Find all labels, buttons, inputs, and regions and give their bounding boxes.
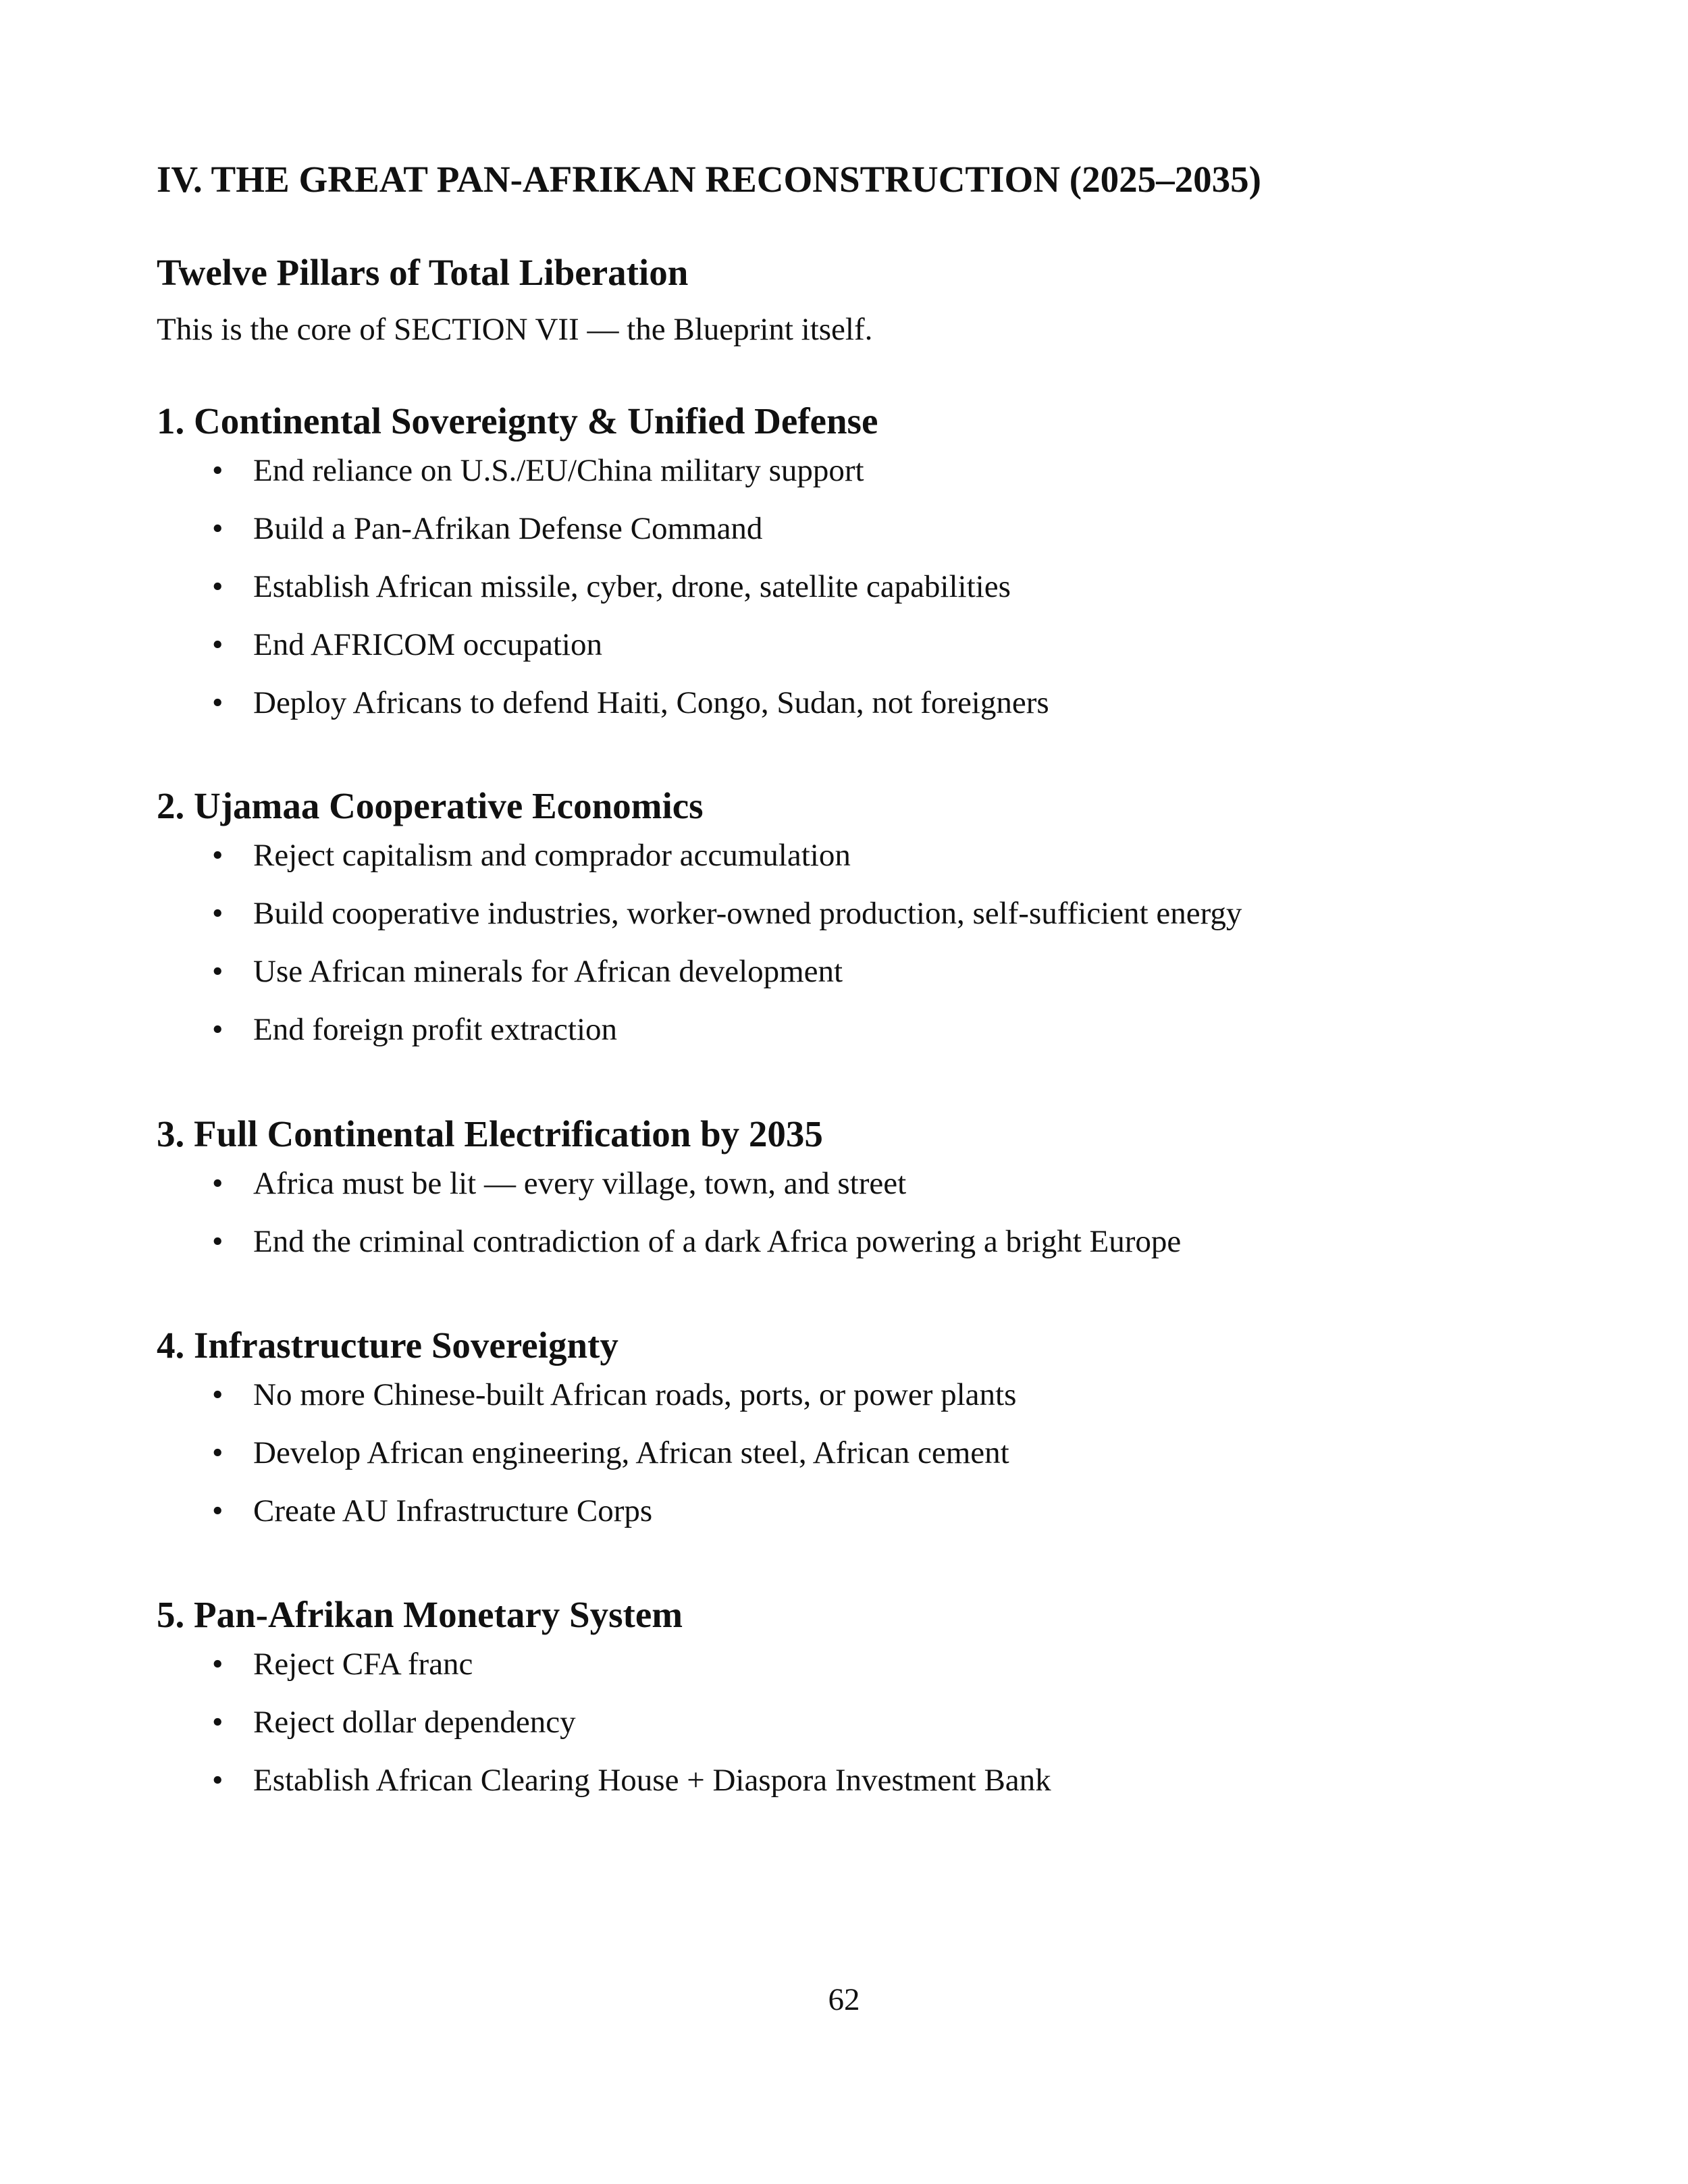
list-item: [157, 1699, 1575, 1757]
list-item-text: End reliance on U.S./EU/China military support: [253, 453, 864, 488]
bullet-icon: •: [212, 1705, 223, 1740]
list-item-text: Reject dollar dependency: [253, 1705, 576, 1740]
list-item-text: End the criminal contradiction of a dark Africa powering a bright Europe: [253, 1224, 1182, 1259]
list-item-text: Establish African Clearing House + Diaspora Investment Bank: [253, 1763, 1051, 1798]
bullet-icon: •: [212, 896, 223, 931]
subheading: Twelve Pillars of Total Liberation: [157, 252, 689, 293]
list-item: [157, 1371, 1575, 1429]
list-item: [157, 563, 1575, 621]
bullet-icon: •: [212, 1493, 223, 1528]
list-item-text: No more Chinese-built African roads, ports, or power plants: [253, 1377, 1017, 1412]
list-item-text: Use African minerals for African development: [253, 954, 843, 989]
bullet-icon: •: [212, 1647, 223, 1682]
list-item-text: Build cooperative industries, worker-owned production, self-sufficient energy: [253, 896, 1242, 931]
pillar-section-5: [157, 1589, 1575, 1815]
list-item-text: Reject CFA franc: [253, 1647, 473, 1682]
list-item-text: Deploy Africans to defend Haiti, Congo, Sudan, not foreigners: [253, 685, 1049, 720]
bullet-icon: •: [212, 1435, 223, 1470]
chapter-heading: IV. THE GREAT PAN-AFRIKAN RECONSTRUCTION (2025–2035): [157, 159, 1261, 200]
list-item: [157, 832, 1575, 890]
bullet-icon: •: [212, 685, 223, 720]
list-item: [157, 679, 1575, 737]
list-item: [157, 505, 1575, 563]
pillar-title: 5. Pan-Afrikan Monetary System: [157, 1594, 683, 1635]
bullet-icon: •: [212, 1377, 223, 1412]
pillar-list: [157, 1371, 1575, 1545]
list-item: [157, 1757, 1575, 1815]
list-item: [157, 447, 1575, 505]
pillar-section-3: [157, 1109, 1575, 1276]
pillar-section-1: [157, 396, 1575, 737]
list-item: [157, 1641, 1575, 1699]
bullet-icon: •: [212, 511, 223, 546]
pillar-list: [157, 1160, 1575, 1276]
pillar-list: [157, 832, 1575, 1064]
list-item-text: Establish African missile, cyber, drone, satellite capabilities: [253, 569, 1011, 604]
pillar-title: 3. Full Continental Electrification by 2035: [157, 1113, 823, 1154]
list-item-text: Develop African engineering, African steel, African cement: [253, 1435, 1009, 1470]
pillar-list: [157, 1641, 1575, 1815]
page-number: 62: [828, 1982, 860, 2017]
list-item-text: Africa must be lit — every village, town, and street: [253, 1166, 907, 1201]
bullet-icon: •: [212, 1763, 223, 1798]
bullet-icon: •: [212, 627, 223, 662]
bullet-icon: •: [212, 838, 223, 873]
bullet-icon: •: [212, 1012, 223, 1047]
pillar-title: 4. Infrastructure Sovereignty: [157, 1325, 618, 1366]
list-item-text: End foreign profit extraction: [253, 1012, 618, 1047]
list-item: [157, 1218, 1575, 1276]
list-item-text: Create AU Infrastructure Corps: [253, 1493, 653, 1528]
list-item: [157, 1006, 1575, 1064]
bullet-icon: •: [212, 569, 223, 604]
bullet-icon: •: [212, 1224, 223, 1259]
pillar-section-4: [157, 1320, 1575, 1545]
pillar-title: 1. Continental Sovereignty & Unified Defense: [157, 400, 878, 442]
bullet-icon: •: [212, 1166, 223, 1201]
list-item-text: Build a Pan-Afrikan Defense Command: [253, 511, 763, 546]
list-item: [157, 1160, 1575, 1218]
intro-text: This is the core of SECTION VII — the Blueprint itself.: [157, 312, 873, 347]
bullet-icon: •: [212, 453, 223, 488]
list-item-text: End AFRICOM occupation: [253, 627, 602, 662]
list-item: [157, 890, 1575, 948]
list-item: [157, 621, 1575, 679]
pillar-section-2: [157, 780, 1575, 1064]
bullet-icon: •: [212, 954, 223, 989]
list-item: [157, 1487, 1575, 1545]
list-item: [157, 948, 1575, 1006]
list-item-text: Reject capitalism and comprador accumulation: [253, 838, 851, 873]
pillar-title: 2. Ujamaa Cooperative Economics: [157, 785, 704, 826]
list-item: [157, 1429, 1575, 1487]
pillar-list: [157, 447, 1575, 737]
